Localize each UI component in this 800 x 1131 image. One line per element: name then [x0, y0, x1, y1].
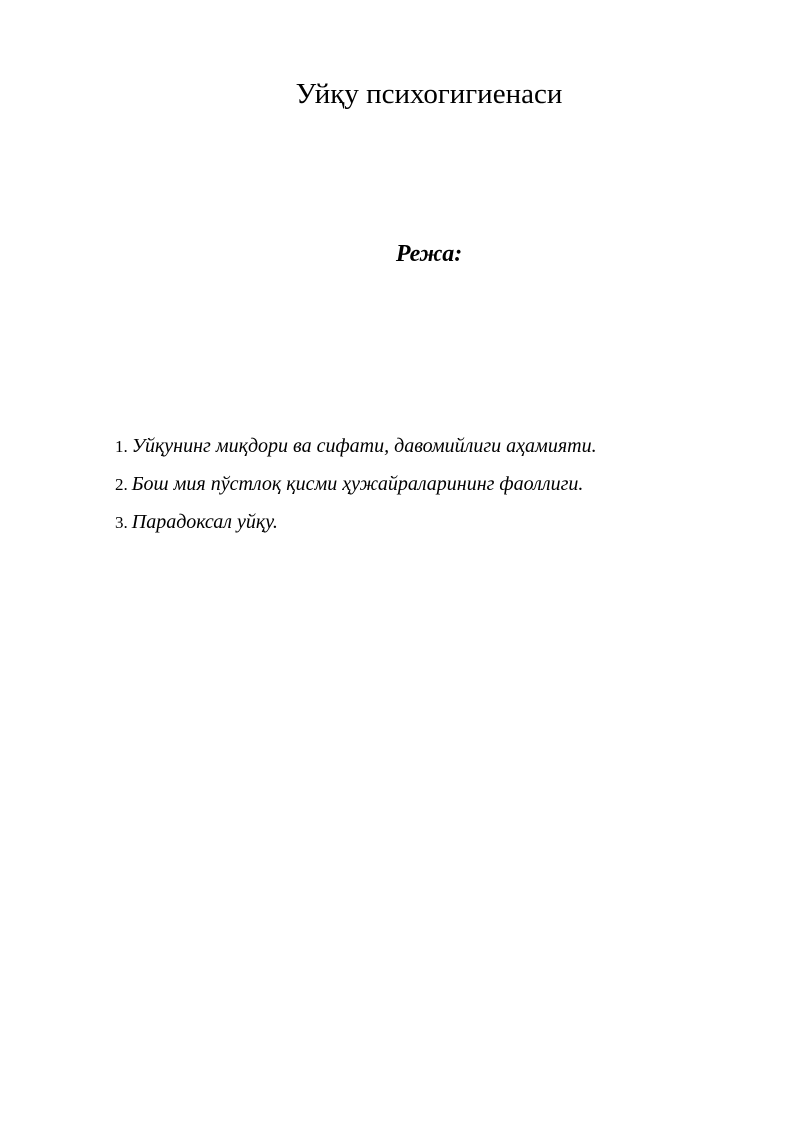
plan-heading: Режа: — [395, 241, 463, 267]
plan-item-3 — [115, 507, 755, 545]
plan-item-text: Бош мия пўстлоқ қисми ҳужайраларининг фаоллиги. — [131, 473, 584, 495]
plan-item-1 — [115, 431, 755, 469]
plan-item-text: Уйқунинг миқдори ва сифати, давомийлиги аҳамияти. — [131, 435, 597, 457]
plan-item-text: Парадоксал уйқу. — [131, 511, 278, 533]
plan-list — [115, 431, 755, 545]
plan-item-number: 3. — [115, 513, 128, 532]
plan-item-number: 1. — [115, 437, 128, 456]
plan-item-2 — [115, 469, 755, 507]
document-title: Уйқу психогигиенаси — [295, 78, 563, 110]
plan-item-number: 2. — [115, 475, 128, 494]
